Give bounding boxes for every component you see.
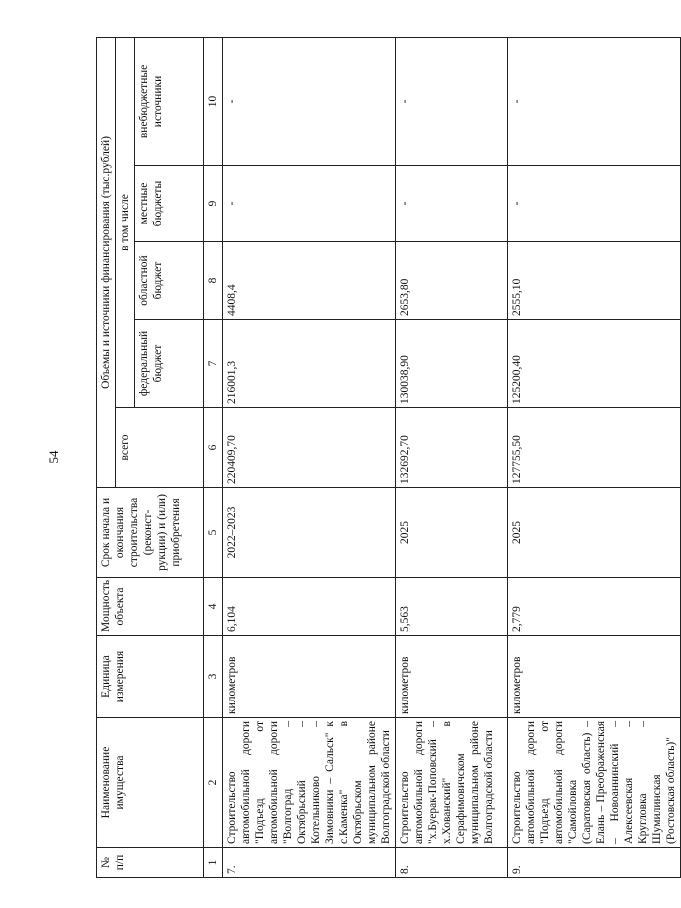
table-row <box>508 37 681 877</box>
header-unit: Единица измерения <box>97 636 204 718</box>
column-number: 9 <box>204 166 223 242</box>
column-number: 5 <box>204 488 223 578</box>
column-number: 2 <box>204 718 223 848</box>
period-cell: 2025 <box>508 488 681 578</box>
unit-cell: километров <box>508 636 681 718</box>
header-financing: Объемы и источники финансирования (тыс.рублей) <box>97 37 116 487</box>
local-cell: - <box>508 166 681 242</box>
unit-cell: километров <box>396 636 508 718</box>
capacity-cell: 5,563 <box>396 578 508 636</box>
federal-cell: 125200,40 <box>508 320 681 408</box>
column-number: 7 <box>204 320 223 408</box>
property-name: Строительство автомобильной дороги "Подъезд от автомобильной дороги "Самойловка (Саратовская область) – Елань – Преображенская – Новоаннинский – Алексеевская – Кругловка – Шумилинская (Ростовская область)" <box>508 718 681 848</box>
page-number: 54 <box>46 450 61 464</box>
column-number: 8 <box>204 242 223 320</box>
header-name: Наименование имущества <box>97 718 204 848</box>
header-total: всего <box>116 408 204 488</box>
header-num: № п/п <box>97 848 204 878</box>
column-number: 1 <box>204 848 223 878</box>
header-regional: областной бюджет <box>135 242 204 320</box>
header-including: в том числе <box>116 37 135 407</box>
local-cell: - <box>396 166 508 242</box>
header-extrabudget: внебюджетные источники <box>135 37 204 165</box>
header-capacity: Мощность объекта <box>97 578 204 636</box>
capacity-cell: 6,104 <box>223 578 396 636</box>
capacity-cell: 2,779 <box>508 578 681 636</box>
regional-cell: 4408,4 <box>223 242 396 320</box>
total-cell: 220409,70 <box>223 408 396 488</box>
row-number: 8. <box>396 848 508 878</box>
federal-cell: 130038,90 <box>396 320 508 408</box>
extrabudget-cell: - <box>223 37 396 165</box>
property-name: Строительство автомобильной дороги "х.Буерак-Поповский – х.Хованский" в Серафимовичском муниципальном районе Волгоградской области <box>396 718 508 848</box>
column-number: 4 <box>204 578 223 636</box>
column-number: 6 <box>204 408 223 488</box>
extrabudget-cell: - <box>396 37 508 165</box>
unit-cell: километров <box>223 636 396 718</box>
rotated-table-container <box>96 38 678 878</box>
header-local: местные бюджеты <box>135 166 204 242</box>
total-cell: 132692,70 <box>396 408 508 488</box>
regional-cell: 2653,80 <box>396 242 508 320</box>
column-number: 10 <box>204 37 223 165</box>
column-number: 3 <box>204 636 223 718</box>
local-cell: - <box>223 166 396 242</box>
period-cell: 2022–2023 <box>223 488 396 578</box>
row-number: 9. <box>508 848 681 878</box>
table-row <box>396 37 508 877</box>
total-cell: 127755,50 <box>508 408 681 488</box>
table-row <box>223 37 396 877</box>
regional-cell: 2555,10 <box>508 242 681 320</box>
property-name: Строительство автомобильной дороги "Подъезд от автомобильной дороги "Волгоград – Октябрьский – Котельниково – Зимовники – Сальск" к с.Каменка" в Октябрьском муниципальном районе Волгоградской области <box>223 718 396 848</box>
header-period: Срок начала и окончания строительства (реконст-рукции) и (или) приобретения <box>97 488 204 578</box>
row-number: 7. <box>223 848 396 878</box>
extrabudget-cell: - <box>508 37 681 165</box>
period-cell: 2025 <box>396 488 508 578</box>
federal-cell: 216001,3 <box>223 320 396 408</box>
header-federal: федеральный бюджет <box>135 320 204 408</box>
financing-table <box>96 37 681 878</box>
